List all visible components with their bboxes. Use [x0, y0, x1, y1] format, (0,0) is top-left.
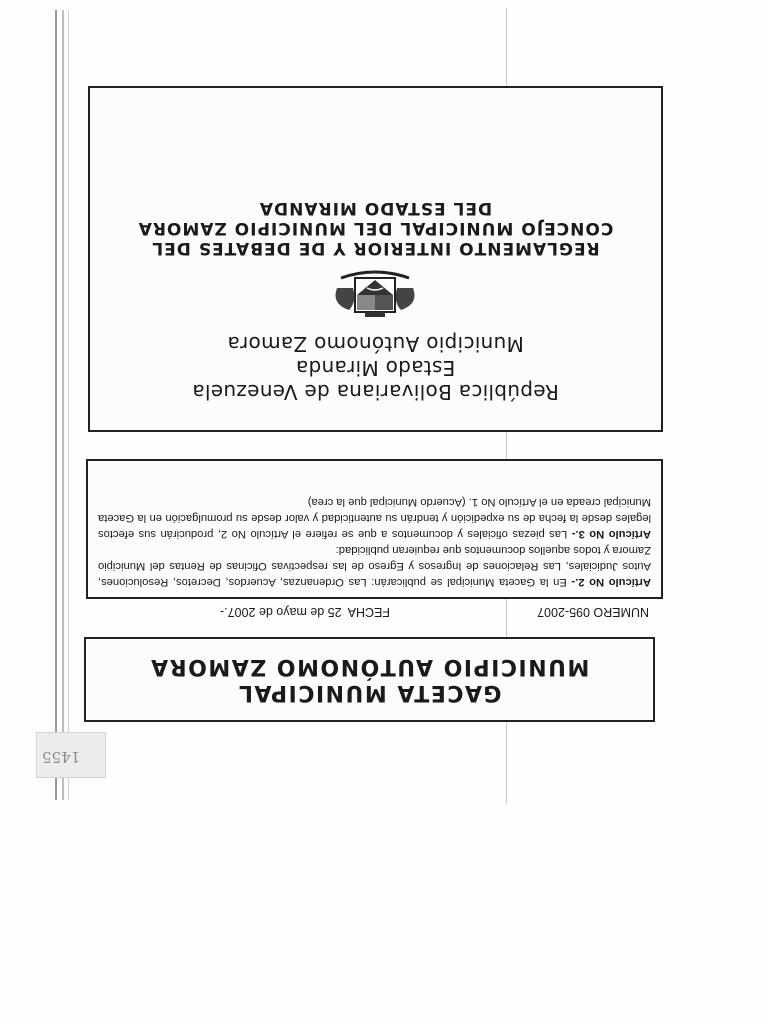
article-2-label: Artículo No 2.-: [571, 576, 651, 588]
gazette-meta-row: [86, 605, 663, 629]
gazette-date-label: FECHA: [347, 605, 390, 619]
gazette-date-value: 25 de mayo de 2007.-: [220, 605, 342, 619]
article-2: [98, 542, 651, 590]
title-line-3: DEL ESTADO MIRANDA: [258, 198, 493, 218]
state-name: Estado Miranda: [295, 356, 456, 380]
scan-edge-line: [55, 10, 57, 800]
scan-edge-line: [62, 10, 64, 800]
articles-content: [88, 461, 661, 597]
article-3: [98, 494, 651, 542]
gazette-title-line-1: GACETA MUNICIPAL: [237, 680, 502, 706]
stamp-number: 1455: [42, 748, 81, 766]
republic-name: República Bolivariana de Venezuela: [192, 380, 559, 404]
gazette-number: NUMERO 095-2007: [537, 605, 649, 619]
coat-of-arms-icon: [328, 268, 424, 318]
article-3-label: Artículo No 3.-: [571, 528, 651, 540]
municipality-name: Municipio Autónomo Zamora: [227, 332, 524, 356]
title-line-2: CONCEJO MUNICIPAL DEL MUNICIPIO ZAMORA: [137, 218, 614, 238]
articles-box: [86, 459, 663, 599]
gazette-meta-content: [86, 605, 663, 619]
article-2-text: En la Gaceta Municipal se publicarán: Las Ordenanzas, Acuerdos, Decretos, Resoluciones, Autos Judiciales, Las Relaciones de Ingresos y Egreso de las respectivas Oficinas de Rentas del Municipio Zamora y todos aquellos documentos que requieran publicidad:: [98, 544, 651, 588]
scan-edge-line: [68, 10, 69, 800]
article-3-text: Las piezas oficiales y documentos a que se refiere el Artículo No 2, producirán sus efectos legales desde la fecha de su expedición y tendrán su autenticidad y valor desde su promulgación en la Gaceta Municipal creada en el Artículo No 1. (Acuerdo Municipal que la crea): [98, 496, 651, 540]
cover-content: [90, 88, 661, 430]
gazette-title-content: [86, 639, 653, 720]
gazette-title-line-2: MUNICIPIO AUTÓNOMO ZAMORA: [149, 654, 590, 680]
gazette-date: [220, 605, 390, 619]
cover-box: [88, 86, 663, 432]
gazette-title-box: [84, 637, 655, 722]
title-line-1: REGLAMENTO INTERIOR Y DE DEBATES DEL: [151, 238, 600, 258]
